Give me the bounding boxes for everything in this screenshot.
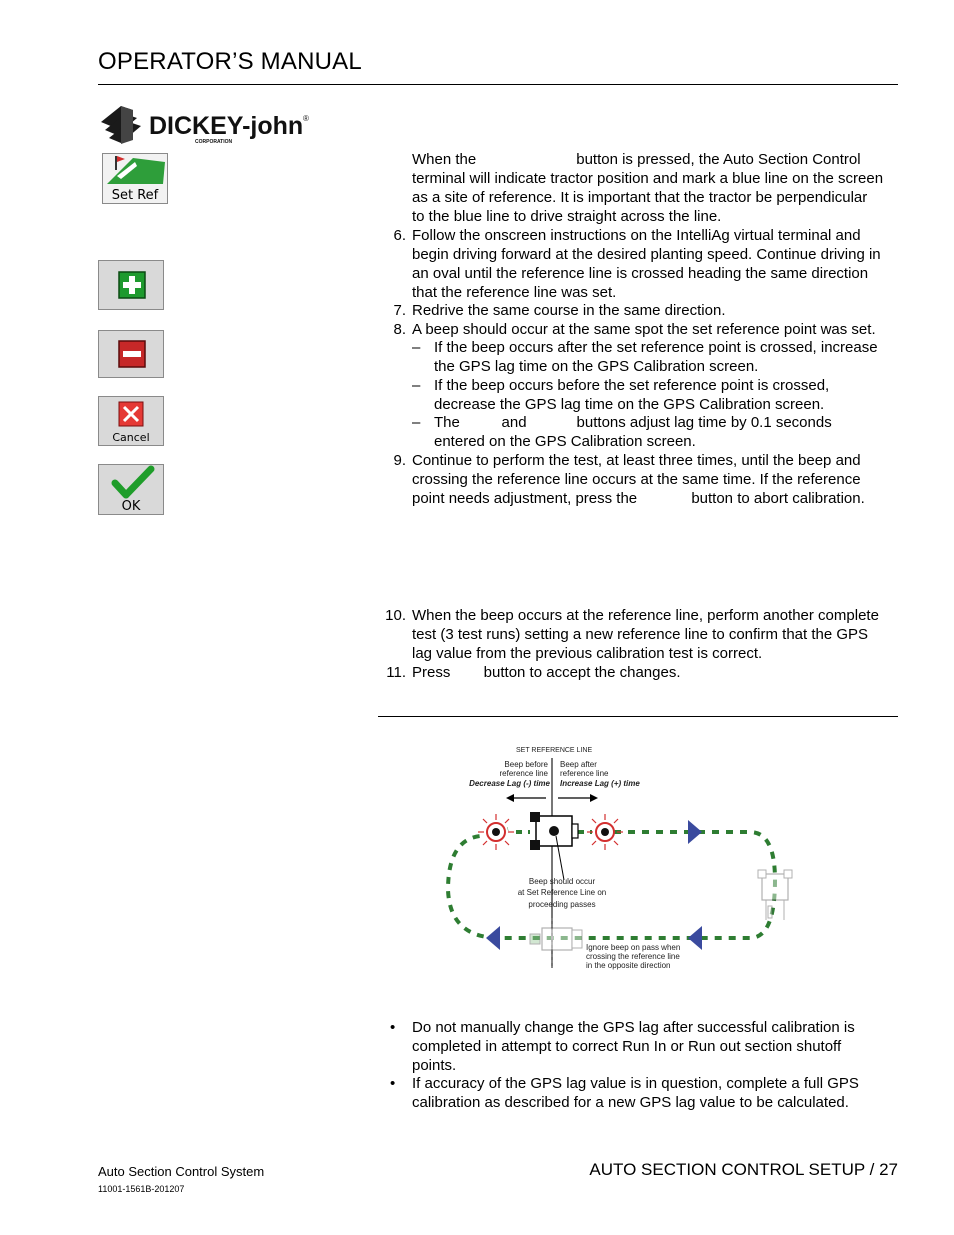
- page-header-title: OPERATOR’S MANUAL: [98, 48, 362, 75]
- step-11-number: 11.: [386, 664, 406, 681]
- step-8c-dash: –: [412, 414, 421, 431]
- step-8-text: A beep should occur at the same spot the set reference point was set.: [412, 321, 876, 338]
- step-line: If the beep occurs before the set reference point is crossed,: [434, 377, 830, 394]
- tractor-faded-icon: [758, 870, 792, 920]
- step-line: test (3 test runs) setting a new reference line to confirm that the GPS: [412, 626, 869, 643]
- plus-icon: [99, 261, 163, 309]
- note-line: If accuracy of the GPS lag value is in question, complete a full GPS: [412, 1075, 859, 1092]
- step-7-text: Redrive the same course in the same direction.: [412, 302, 726, 319]
- step-line: point needs adjustment, press the button to abort calibration.: [412, 490, 865, 507]
- plus-button[interactable]: [98, 260, 164, 310]
- ref-line-label: SET REFERENCE LINE: [516, 747, 593, 754]
- step-9-number: 9.: [393, 452, 406, 469]
- direction-arrow-icon: [688, 926, 702, 950]
- minus-button[interactable]: [98, 330, 164, 378]
- step-8c-text: [434, 413, 832, 451]
- step-11-text: Press button to accept the changes.: [412, 664, 681, 681]
- ok-button[interactable]: [98, 464, 164, 515]
- note-bullet: •: [390, 1019, 396, 1036]
- tractor-opposite-icon: [530, 928, 582, 950]
- close-icon: [99, 397, 163, 431]
- beep-before-label: Beep before: [504, 760, 548, 769]
- note-1-text: [412, 1018, 855, 1075]
- note-bullet: •: [390, 1075, 396, 1092]
- ignore-beep-label: Ignore beep on pass when: [586, 943, 681, 952]
- note-line: points.: [412, 1057, 457, 1074]
- beep-before-label: reference line: [499, 769, 548, 778]
- beep-after-icon: [587, 814, 623, 850]
- step-line: Continue to perform the test, at least three times, until the beep and: [412, 452, 861, 469]
- note-line: completed in attempt to correct Run In or Run out section shutoff: [412, 1038, 842, 1055]
- logo-brand: DICKEY-john: [149, 112, 304, 140]
- increase-lag-label: Increase Lag (+) time: [560, 779, 640, 788]
- tractor-icon: [530, 812, 578, 850]
- ok-label: OK: [121, 499, 141, 514]
- logo-sub: CORPORATION: [195, 139, 233, 145]
- step-6-text: [412, 226, 881, 302]
- footer-doc-number: 11001-1561B-201207: [98, 1184, 185, 1194]
- set-ref-label: Set Ref: [111, 188, 159, 203]
- step-line: The and buttons adjust lag time by 0.1 seconds: [434, 414, 832, 431]
- step-line: If the beep occurs after the set reference point is crossed, increase: [434, 339, 878, 356]
- step-6-number: 6.: [393, 227, 406, 244]
- note-line: calibration as described for a new GPS lag value to be calculated.: [412, 1094, 849, 1111]
- step-line: entered on the GPS Calibration screen.: [434, 433, 696, 450]
- intro-line: terminal will indicate tractor position and mark a blue line on the screen: [412, 170, 884, 187]
- note-line: Do not manually change the GPS lag after successful calibration is: [412, 1019, 855, 1036]
- header-divider: [98, 84, 898, 85]
- step-10-number: 10.: [385, 607, 406, 624]
- section-divider: [378, 716, 898, 717]
- step-8b-dash: –: [412, 377, 421, 394]
- step-line: When the beep occurs at the reference line, perform another complete: [412, 607, 879, 624]
- intro-paragraph: [412, 150, 883, 226]
- calibration-diagram: [440, 740, 800, 975]
- beep-should-label: at Set Reference Line on: [517, 888, 607, 897]
- set-ref-button[interactable]: [102, 153, 168, 204]
- travel-path: [448, 832, 775, 938]
- ignore-beep-label: in the opposite direction: [586, 961, 671, 970]
- step-line: an oval until the reference line is crossed heading the same direction: [412, 265, 869, 282]
- intro-line: as a site of reference. It is important that the tractor be perpendicular: [412, 189, 868, 206]
- step-7-number: 7.: [393, 302, 406, 319]
- dickey-john-logo: [99, 100, 314, 153]
- beep-after-label: reference line: [560, 769, 609, 778]
- decrease-lag-label: Decrease Lag (-) time: [469, 779, 550, 788]
- note-2-text: [412, 1074, 859, 1112]
- beep-after-label: Beep after: [560, 760, 597, 769]
- step-line: decrease the GPS lag time on the GPS Calibration screen.: [434, 396, 825, 413]
- ignore-beep-label: crossing the reference line: [586, 952, 680, 961]
- step-line: begin driving forward at the desired planting speed. Continue driving in: [412, 246, 881, 263]
- step-line: crossing the reference line occurs at the same time. If the reference: [412, 471, 861, 488]
- step-10-text: [412, 606, 879, 663]
- step-8-number: 8.: [393, 321, 406, 338]
- step-8b-text: [434, 376, 829, 414]
- direction-arrow-icon: [688, 820, 702, 844]
- step-line: lag value from the previous calibration test is correct.: [412, 645, 763, 662]
- intro-line: When the button is pressed, the Auto Section Control: [412, 151, 861, 168]
- step-9-text: [412, 451, 865, 508]
- footer-page-section: AUTO SECTION CONTROL SETUP / 27: [589, 1160, 898, 1179]
- step-8a-text: [434, 338, 878, 376]
- beep-should-label: Beep should occur: [528, 877, 596, 886]
- step-line: that the reference line was set.: [412, 284, 617, 301]
- footer-product: Auto Section Control System: [98, 1164, 265, 1179]
- cancel-button[interactable]: [98, 396, 164, 446]
- beep-before-icon: [478, 814, 514, 850]
- minus-icon: [99, 331, 163, 377]
- cancel-label: Cancel: [112, 431, 150, 444]
- step-line: the GPS lag time on the GPS Calibration screen.: [434, 358, 759, 375]
- direction-arrow-icon: [486, 926, 500, 950]
- checkmark-icon: [99, 465, 163, 501]
- beep-should-label: proceeding passes: [528, 900, 596, 909]
- intro-line: to the blue line to drive straight across the line.: [412, 208, 722, 225]
- step-line: Follow the onscreen instructions on the IntelliAg virtual terminal and: [412, 227, 861, 244]
- step-8a-dash: –: [412, 339, 421, 356]
- logo-registered: ®: [303, 114, 309, 123]
